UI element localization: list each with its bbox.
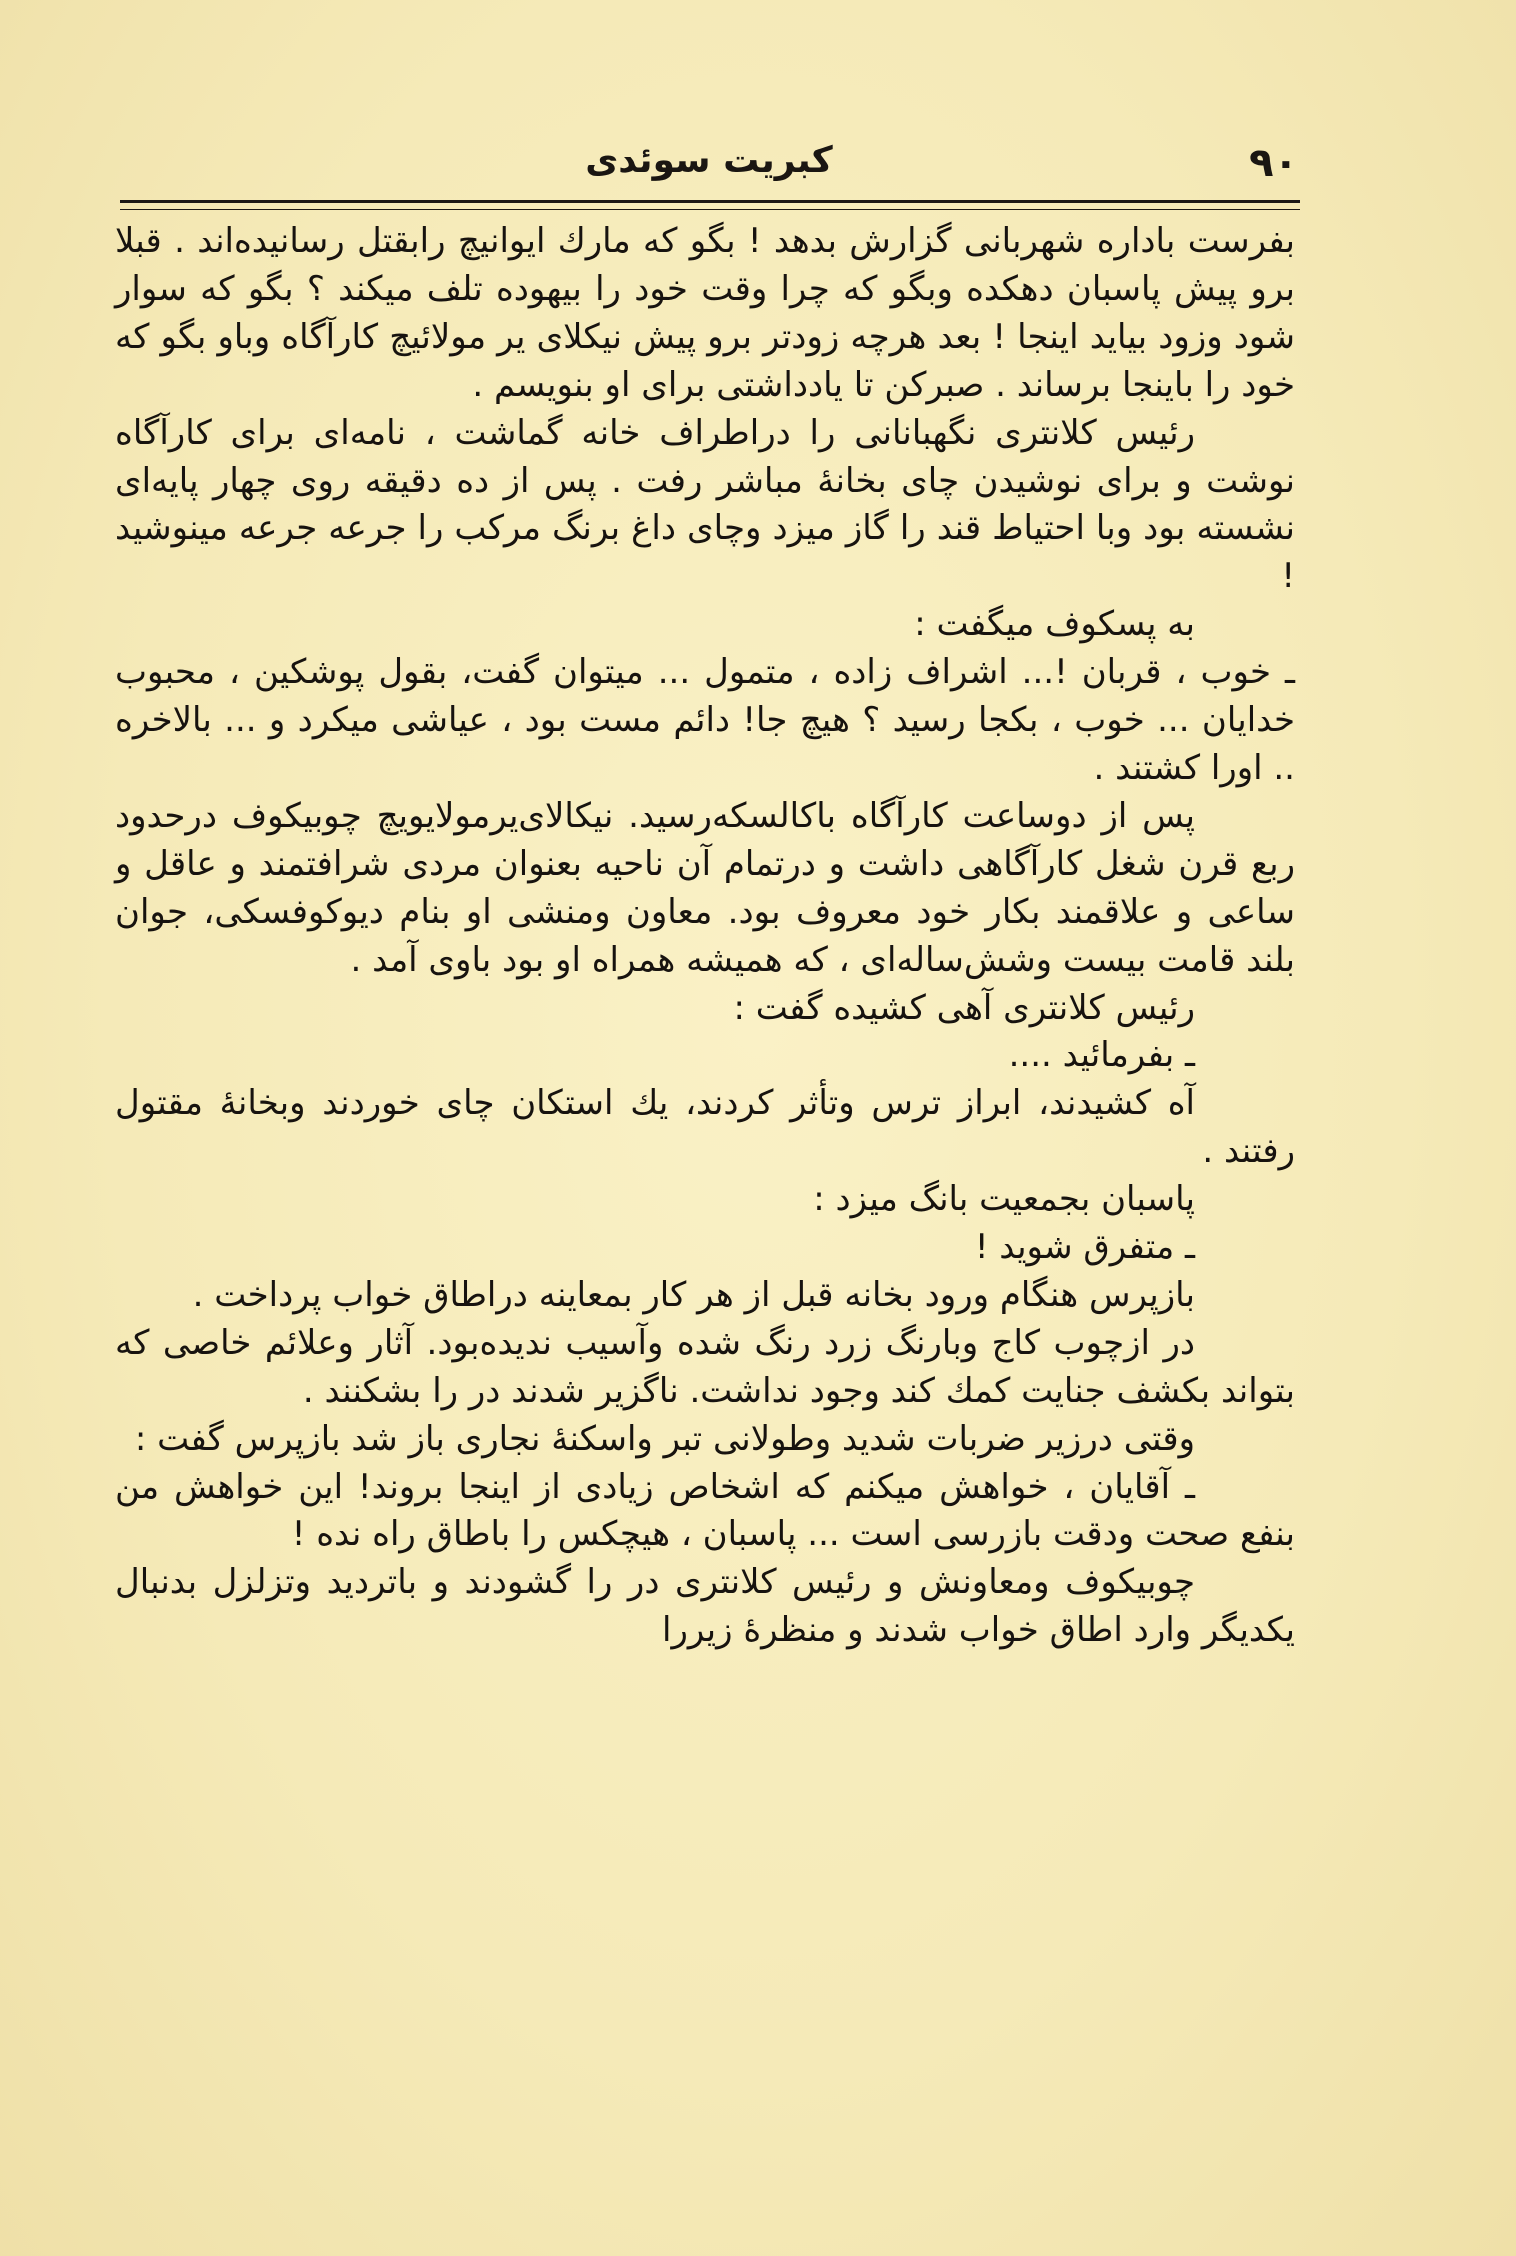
- paragraph: بفرست باداره شهربانی گزارش بدهد ! بگو که مارك ایوانیچ رابقتل رسانیده‌اند . قبلا برو پیش پاسبان دهکده وبگو که چرا وقت خود را بیهوده تلف میکند ؟ بگو که سوار شود وزود بیاید اینجا ! بعد هرچه زودتر برو پیش نیکلای یر مولائیچ کارآگاه وباو بگو که خود را باینجا برساند . صبرکن تا یادداشتی برای او بنویسم .: [115, 221, 1295, 405]
- paragraph: پاسبان بجمعیت بانگ میزد :: [813, 1179, 1195, 1220]
- paragraph: چوبیکوف ومعاونش و رئیس کلانتری در را گشودند و باتردید وتزلزل بدنبال یکدیگر وارد اطاق خواب شدند و منظرهٔ زیررا: [115, 1562, 1295, 1651]
- header-rule: [120, 200, 1300, 203]
- paragraph: ـ آقایان ، خواهش میکنم که اشخاص زیادی از اینجا بروند! این خواهش من بنفع صحت ودقت بازرسی است ... پاسبان ، هیچکس را باطاق راه نده !: [115, 1466, 1295, 1555]
- paragraph: پس از دوساعت کارآگاه باکالسکه‌رسید. نیکالای‌یرمولایویچ چوبیکوف درحدود ربع قرن شغل کارآگاهی داشت و درتمام آن ناحیه بعنوان مردی شرافتمند و عاقل و ساعی و علاقمند بکار خود معروف بود. معاون ومنشی او بنام دیوکوفسکی، جوان بلند قامت بیست وشش‌ساله‌ای ، که همیشه همراه او بود باوی آمد .: [115, 795, 1295, 980]
- running-title: کبریت سوئدی: [585, 140, 833, 181]
- paragraph: آه کشیدند، ابراز ترس وتأثر کردند، یك استکان چای خوردند وبخانهٔ مقتول رفتند .: [115, 1083, 1295, 1172]
- page-number: ۹۰: [1249, 140, 1298, 186]
- header-rule-thin: [120, 209, 1300, 210]
- paragraph: ـ خوب ، قربان !... اشراف زاده ، متمول ... میتوان گفت، بقول پوشکین ، محبوب خدایان ... خوب ، بکجا رسید ؟ هیچ جا! دائم مست بود ، عیاشی میکرد و ... بالاخره .. اورا کشتند .: [115, 652, 1295, 788]
- paragraph: وقتی درزیر ضربات شدید وطولانی تبر واسکنهٔ نجاری باز شد بازپرس گفت :: [134, 1418, 1195, 1459]
- paragraph: رئیس کلانتری آهی کشیده گفت :: [733, 987, 1195, 1028]
- paragraph: بازپرس هنگام ورود بخانه قبل از هر کار بمعاینه دراطاق خواب پرداخت .: [192, 1274, 1195, 1315]
- paragraph: ـ متفرق شوید !: [974, 1227, 1195, 1268]
- paragraph: در ازچوب کاج وبارنگ زرد رنگ شده وآسیب ندیده‌بود. آثار وعلائم خاصی که بتواند بکشف جنایت کمك کند وجود نداشت. ناگزیر شدند در را بشکنند .: [115, 1322, 1295, 1411]
- paragraph: رئیس کلانتری نگهبانانی را دراطراف خانه گماشت ، نامه‌ای برای کارآگاه نوشت و برای نوشیدن چای بخانهٔ مباشر رفت . پس از ده دقیقه روی چهار پایه‌ای نشسته بود وبا احتیاط قند را گاز میزد وچای داغ برنگ مرکب را جرعه جرعه مینوشید !: [115, 412, 1295, 597]
- paragraph: ـ بفرمائید ....: [1008, 1035, 1195, 1076]
- paragraph: به پسکوف میگفت :: [914, 604, 1195, 645]
- body-text: [115, 218, 1295, 1655]
